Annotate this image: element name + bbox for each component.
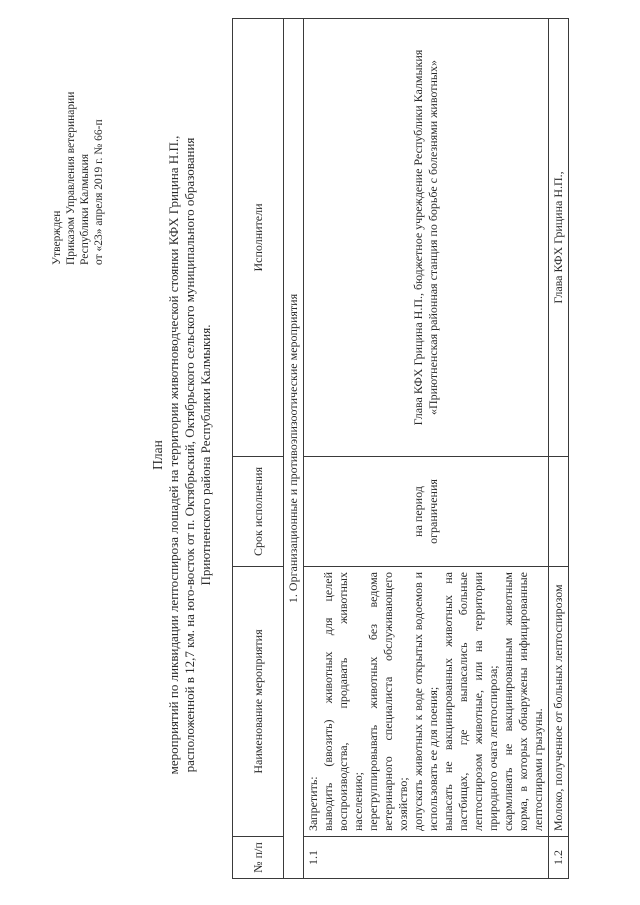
table-row bbox=[304, 19, 549, 879]
row-executor: Глава КФХ Грицина Н.П., бюджетное учреждение Республики Калмыкия «Приютненская районная станция по борьбе с болезнями животных» bbox=[304, 19, 549, 457]
measure-line: Молоко, полученное от больных лептоспирозом bbox=[551, 584, 565, 831]
title-line: мероприятий по ликвидации лептоспироза лошадей на территории животноводческой стоянки КФХ Грицина Н.П., bbox=[166, 135, 181, 775]
measure-line: скармливать не вакцинированным животным корма, в которых обнаружены инфицированные лептоспирами грызуны. bbox=[501, 572, 545, 831]
row-executor: Глава КФХ Грицина Н.П., bbox=[549, 19, 569, 457]
row-term bbox=[549, 457, 569, 567]
measure-line: выводить (ввозить) животных для целей воспроизводства, продавать животных населению; bbox=[321, 572, 365, 831]
measure-line: допускать животных к воде открытых водоемов и использовать ее для поения; bbox=[411, 572, 440, 831]
header-num: № п/п bbox=[233, 837, 284, 879]
approval-stamp bbox=[50, 15, 106, 265]
row-num: 1.1 bbox=[304, 837, 549, 879]
row-term: на период ограничения bbox=[304, 457, 549, 567]
header-term: Срок исполнения bbox=[233, 457, 284, 567]
section-row bbox=[284, 19, 304, 879]
header-executor: Исполнители bbox=[233, 19, 284, 457]
approval-line: Республики Калмыкия bbox=[79, 153, 91, 265]
measures-table bbox=[232, 18, 569, 879]
row-measure bbox=[549, 567, 569, 837]
row-num: 1.2 bbox=[549, 837, 569, 879]
row-measure bbox=[304, 567, 549, 837]
measure-line: выпасать не вакцинированных животных на пастбищах, где выпасались больные лептоспирозом животные, или на территории природного очага лептоспироза; bbox=[441, 572, 500, 831]
table-row bbox=[549, 19, 569, 879]
approval-line: Утвержден bbox=[51, 210, 63, 265]
measure-line: перегруппировывать животных без ведома ветеринарного специалиста обслуживающего хозяйство; bbox=[366, 572, 410, 831]
measure-line: Запретить: bbox=[306, 776, 320, 831]
document-title bbox=[150, 45, 214, 865]
table-header-row bbox=[233, 19, 284, 879]
title-line: Приютненского района Республики Калмыкия. bbox=[198, 324, 213, 586]
header-measure: Наименование мероприятия bbox=[233, 567, 284, 837]
approval-line: от «23» апреля 2019 г. № 66-п bbox=[93, 119, 105, 265]
title-plan-word: План bbox=[150, 440, 165, 470]
section-title: 1. Организационные и противоэпизоотические мероприятия bbox=[284, 19, 304, 879]
approval-line: Приказом Управления ветеринарии bbox=[65, 91, 77, 265]
title-line: расположенной в 12,7 км. на юго-восток от п. Октябрьский, Октябрьского сельского муниципального образования bbox=[182, 137, 197, 773]
